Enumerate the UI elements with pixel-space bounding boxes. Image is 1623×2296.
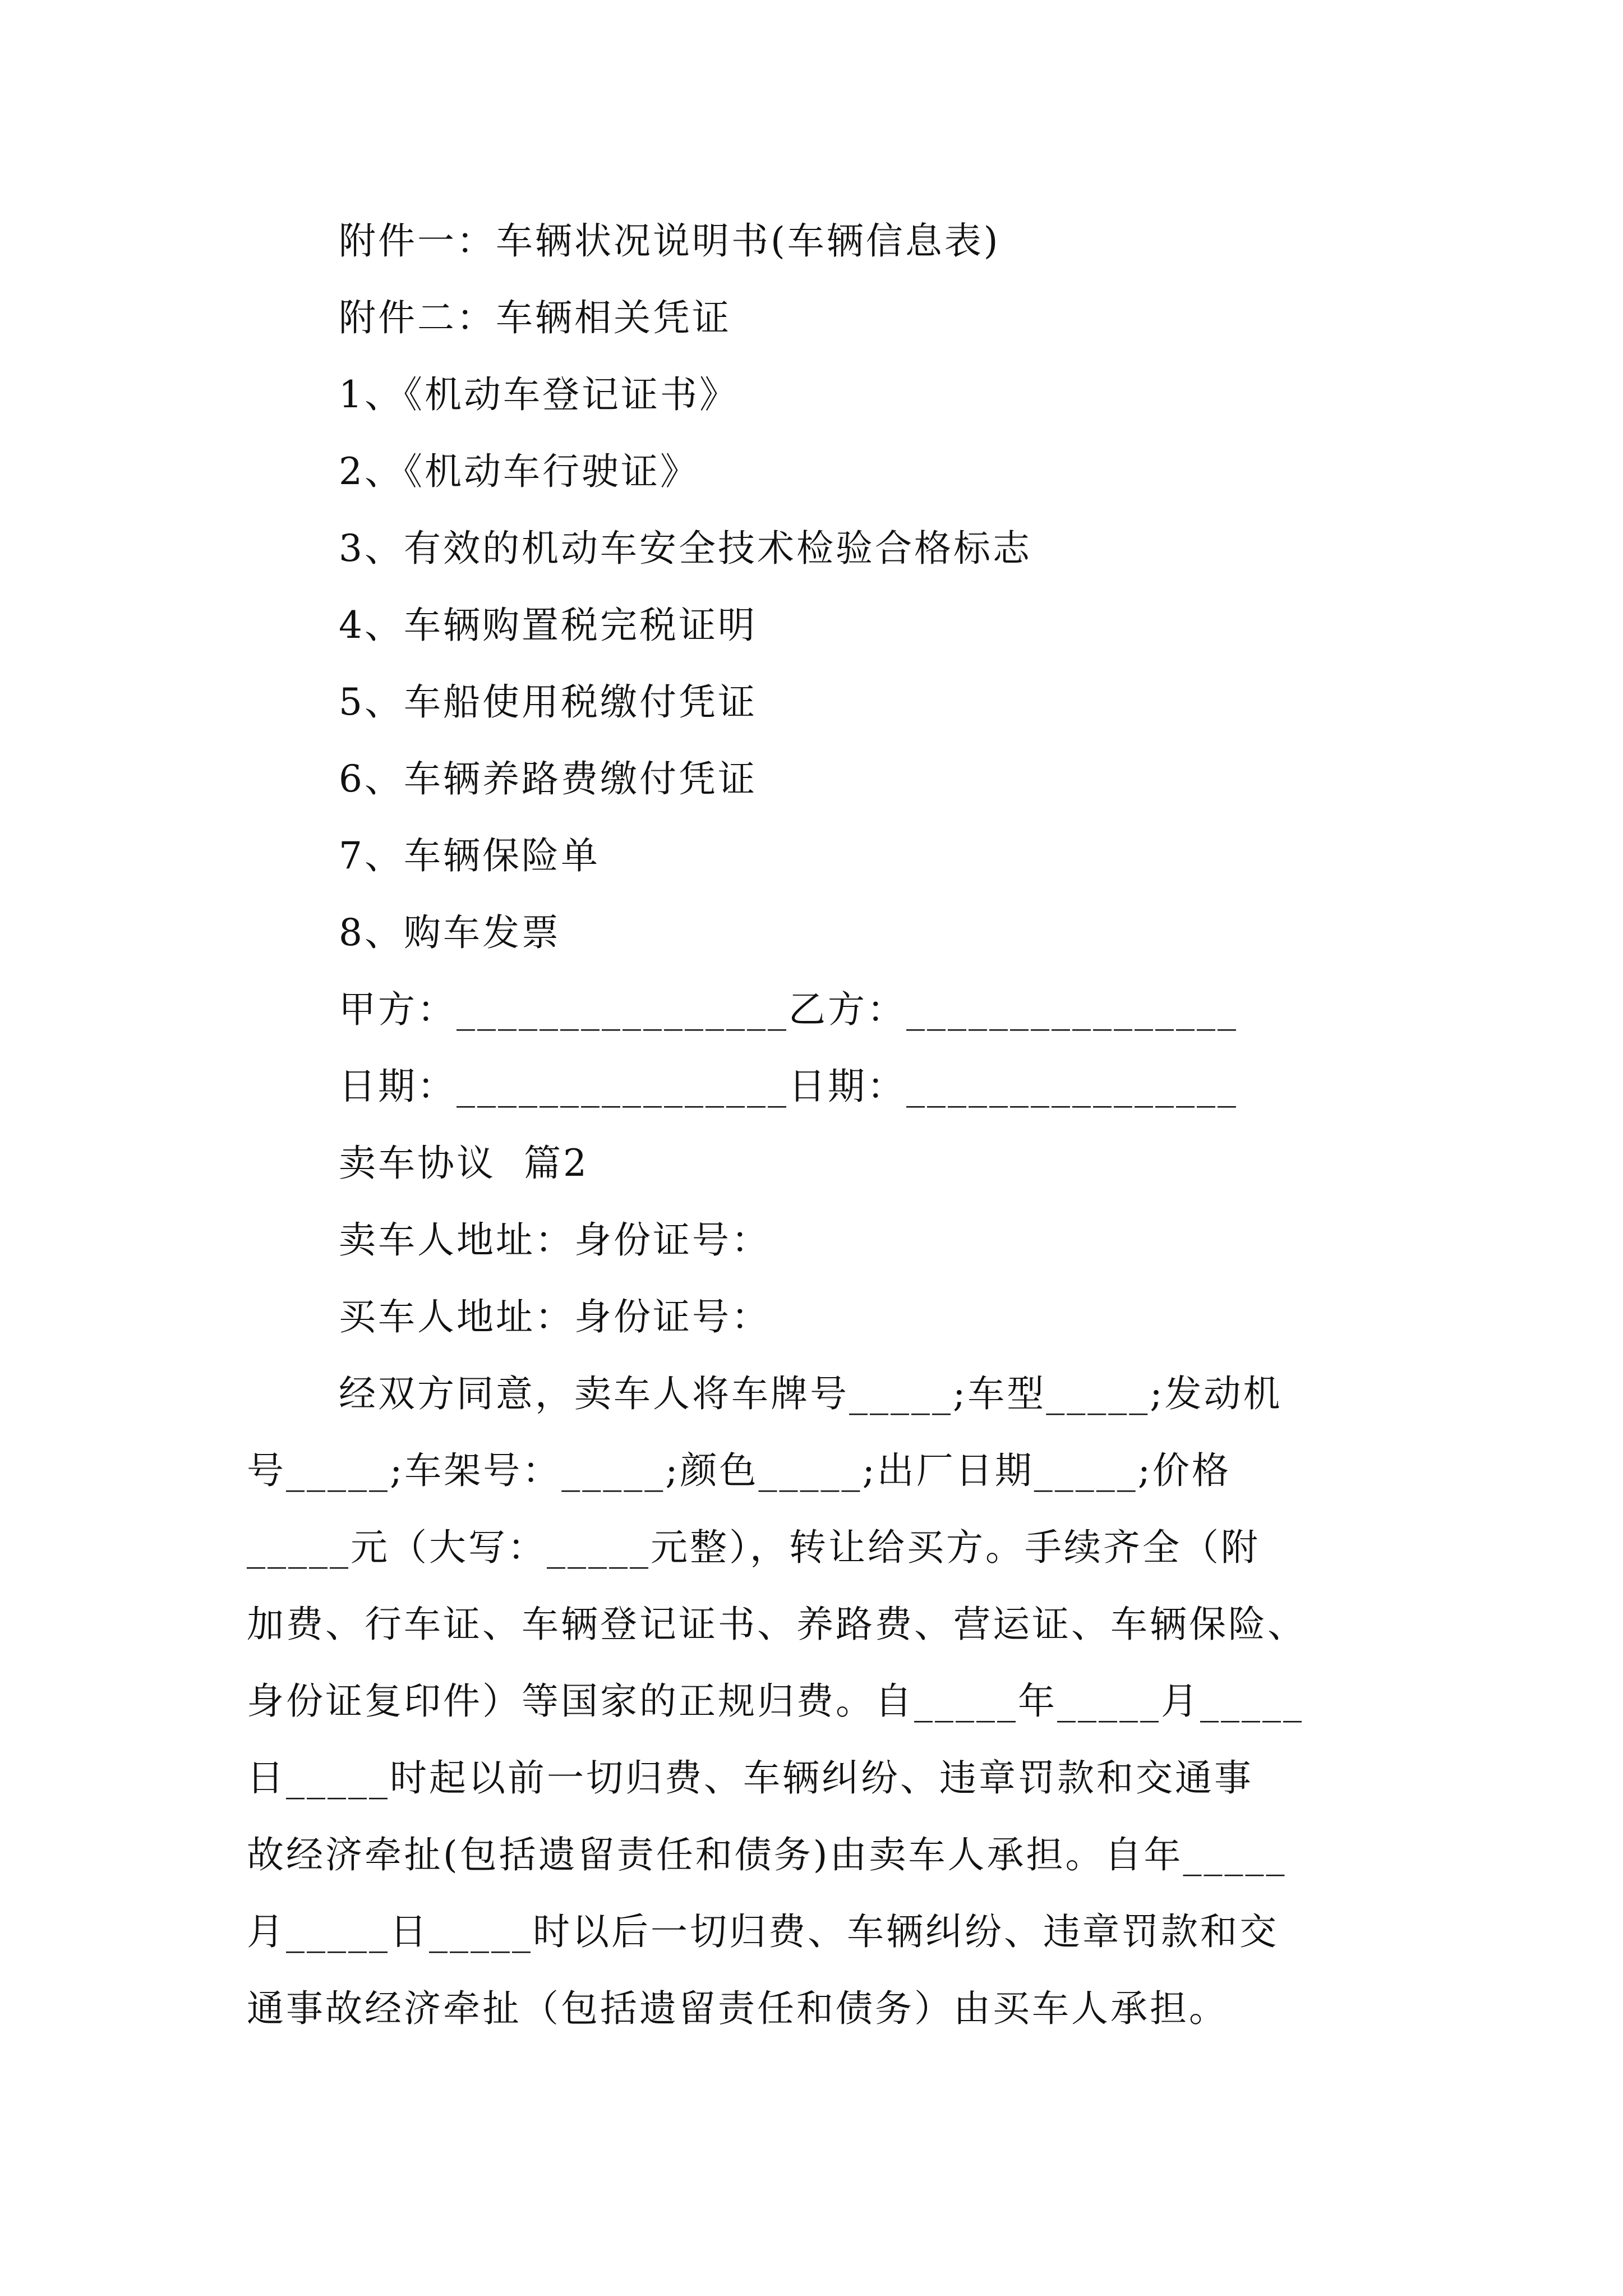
body-line: 月_____日_____时以后一切归费、车辆纠纷、违章罚款和交: [247, 1910, 1279, 1953]
section-title: 卖车协议 篇2: [339, 1142, 589, 1185]
party-signature-line: 甲方：________________乙方：________________: [339, 988, 1238, 1031]
seller-info-line: 卖车人地址：身份证号：: [339, 1218, 771, 1262]
body-line: _____元（大写：_____元整），转让给买方。手续齐全（附: [247, 1526, 1260, 1569]
list-item: 1、《机动车登记证书》: [339, 373, 739, 416]
annex-2-line: 附件二：车辆相关凭证: [339, 296, 731, 339]
list-item: 7、车辆保险单: [339, 834, 600, 877]
body-line: 经双方同意，卖车人将车牌号_____;车型_____;发动机: [339, 1372, 1283, 1415]
list-item: 3、有效的机动车安全技术检验合格标志: [339, 527, 1032, 570]
body-line: 加费、行车证、车辆登记证书、养路费、营运证、车辆保险、: [247, 1603, 1307, 1646]
date-signature-line: 日期：________________日期：________________: [339, 1065, 1238, 1108]
list-item: 2、《机动车行驶证》: [339, 450, 699, 493]
list-item: 8、购车发票: [339, 911, 561, 954]
list-item: 6、车辆养路费缴付凭证: [339, 757, 757, 800]
list-item: 5、车船使用税缴付凭证: [339, 680, 757, 724]
buyer-info-line: 买车人地址：身份证号：: [339, 1295, 771, 1338]
list-item: 4、车辆购置税完税证明: [339, 604, 757, 647]
body-line: 号_____;车架号：_____;颜色_____;出厂日期_____;价格: [247, 1449, 1231, 1492]
body-line: 日_____时起以前一切归费、车辆纠纷、违章罚款和交通事: [247, 1756, 1253, 1800]
body-line: 通事故经济牵扯（包括遗留责任和债务）由买车人承担。: [247, 1987, 1228, 2030]
annex-1-line: 附件一：车辆状况说明书(车辆信息表): [339, 219, 1000, 263]
body-line: 故经济牵扯(包括遗留责任和债务)由卖车人承担。自年_____: [247, 1833, 1287, 1876]
body-line: 身份证复印件）等国家的正规归费。自_____年_____月_____: [247, 1680, 1304, 1723]
